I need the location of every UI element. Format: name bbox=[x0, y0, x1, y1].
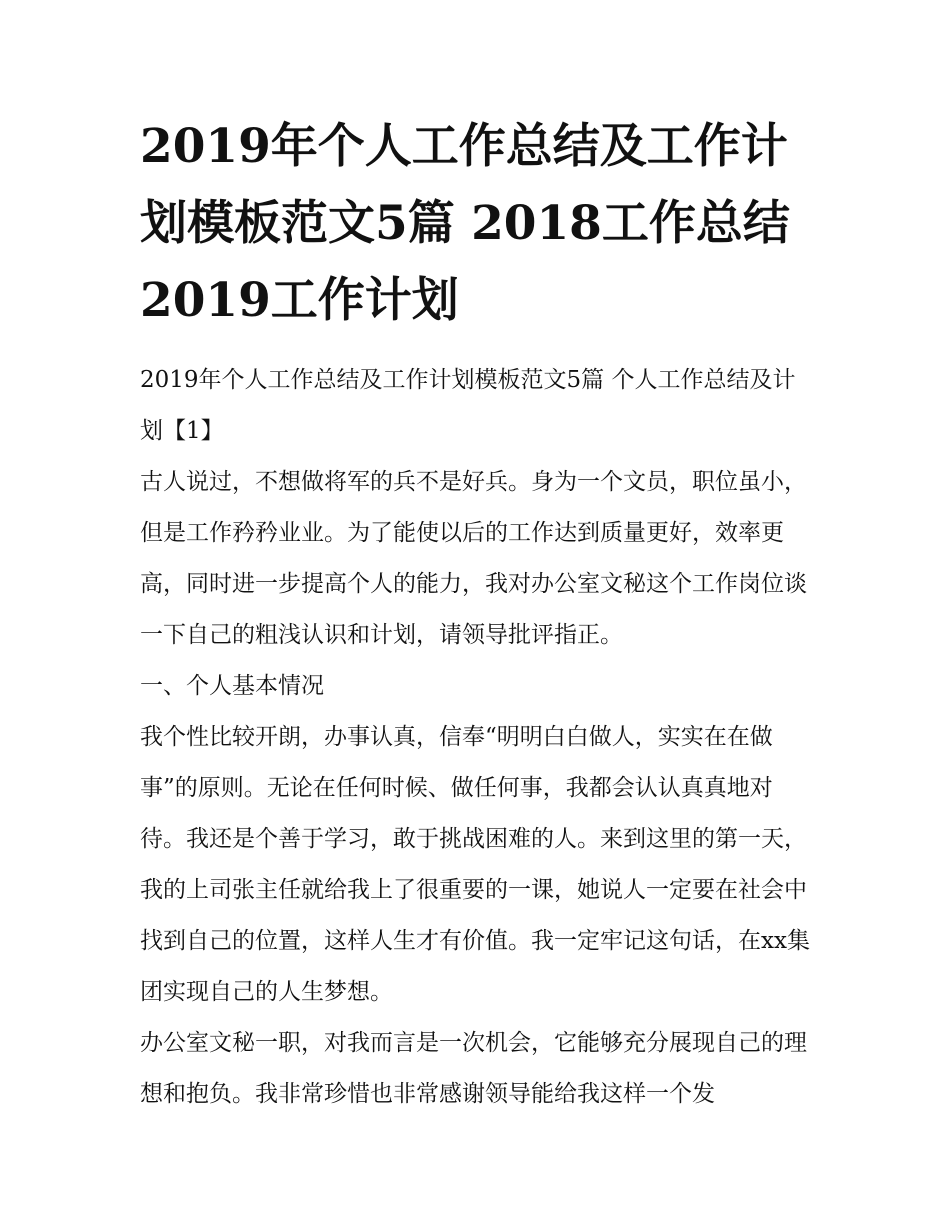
paragraph-intro: 古人说过，不想做将军的兵不是好兵。身为一个文员，职位虽小，但是工作矜矜业业。为了能使以后的工作达到质量更好，效率更高，同时进一步提高个人的能力，我对办公室文秘这个工作岗位谈一下自己的粗浅认识和计划，请领导批评指正。 bbox=[140, 469, 807, 648]
document-body bbox=[140, 355, 812, 1120]
document-title: 2019年个人工作总结及工作计划模板范文5篇 2018工作总结2019工作计划 bbox=[140, 119, 790, 328]
paragraph-personality: 我个性比较开朗，办事认真，信奉“明明白白做人，实实在在做事”的原则。无论在任何时候、做任何事，我都会认认真真地对待。我还是个善于学习，敢于挑战困难的人。来到这里的第一天，我的上司张主任就给我上了很重要的一课，她说人一定要在社会中找到自己的位置，这样人生才有价值。我一定牢记这句话，在xx集团实现自己的人生梦想。 bbox=[140, 724, 810, 1005]
section-heading-basic-info: 一、个人基本情况 bbox=[140, 673, 324, 699]
paragraph-secretary-role: 办公室文秘一职，对我而言是一次机会，它能够充分展现自己的理想和抱负。我非常珍惜也非常感谢领导能给我这样一个发 bbox=[140, 1030, 807, 1107]
paragraph-subtitle: 2019年个人工作总结及工作计划模板范文5篇 个人工作总结及计划【1】 bbox=[140, 367, 796, 444]
document-page bbox=[140, 108, 812, 1120]
